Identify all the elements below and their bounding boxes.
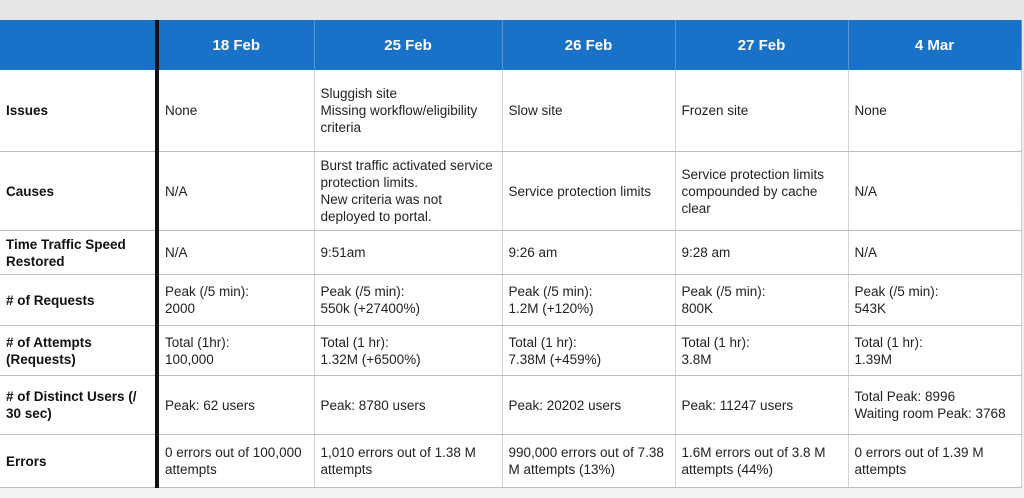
table-cell: 1,010 errors out of 1.38 M attempts bbox=[314, 435, 502, 488]
table-cell: None bbox=[157, 70, 314, 152]
header-date: 4 Mar bbox=[848, 20, 1021, 70]
header-date: 26 Feb bbox=[502, 20, 675, 70]
row-label: Time Traffic Speed Restored bbox=[0, 231, 157, 275]
header-date: 27 Feb bbox=[675, 20, 848, 70]
table-cell: Service protection limits compounded by cache clear bbox=[675, 152, 848, 231]
incident-summary-table bbox=[0, 20, 1022, 488]
table-cell: N/A bbox=[157, 231, 314, 275]
table-cell: N/A bbox=[157, 152, 314, 231]
table-cell: Total (1 hr): 1.39M bbox=[848, 326, 1021, 376]
row-label: # of Requests bbox=[0, 275, 157, 326]
table-cell: Peak: 8780 users bbox=[314, 376, 502, 435]
header-row bbox=[0, 20, 1021, 70]
table-cell: Peak (/5 min): 2000 bbox=[157, 275, 314, 326]
table-cell: Peak: 62 users bbox=[157, 376, 314, 435]
row-label: Errors bbox=[0, 435, 157, 488]
row-label: # of Distinct Users (/ 30 sec) bbox=[0, 376, 157, 435]
table-cell: N/A bbox=[848, 231, 1021, 275]
row-attempts bbox=[0, 326, 1021, 376]
table-cell: Slow site bbox=[502, 70, 675, 152]
table-cell: N/A bbox=[848, 152, 1021, 231]
table-cell: Total (1 hr): 3.8M bbox=[675, 326, 848, 376]
table-cell: Frozen site bbox=[675, 70, 848, 152]
header-date: 18 Feb bbox=[157, 20, 314, 70]
row-issues bbox=[0, 70, 1021, 152]
table-cell: Total (1 hr): 7.38M (+459%) bbox=[502, 326, 675, 376]
table-cell: 0 errors out of 1.39 M attempts bbox=[848, 435, 1021, 488]
row-label: Causes bbox=[0, 152, 157, 231]
table-cell: 990,000 errors out of 7.38 M attempts (13%) bbox=[502, 435, 675, 488]
table-cell: Total Peak: 8996 Waiting room Peak: 3768 bbox=[848, 376, 1021, 435]
row-label: Issues bbox=[0, 70, 157, 152]
table-cell: Peak (/5 min): 550k (+27400%) bbox=[314, 275, 502, 326]
table-cell: Burst traffic activated service protection limits. New criteria was not deployed to portal. bbox=[314, 152, 502, 231]
table-cell: Service protection limits bbox=[502, 152, 675, 231]
table-cell: Total (1 hr): 1.32M (+6500%) bbox=[314, 326, 502, 376]
table-cell: Peak (/5 min): 800K bbox=[675, 275, 848, 326]
table-cell: Sluggish site Missing workflow/eligibility criteria bbox=[314, 70, 502, 152]
table-cell: Total (1hr): 100,000 bbox=[157, 326, 314, 376]
table-cell: 9:51am bbox=[314, 231, 502, 275]
row-time-restored bbox=[0, 231, 1021, 275]
table-cell: 1.6M errors out of 3.8 M attempts (44%) bbox=[675, 435, 848, 488]
table-cell: Peak (/5 min): 543K bbox=[848, 275, 1021, 326]
row-label: # of Attempts (Requests) bbox=[0, 326, 157, 376]
table-cell: Peak (/5 min): 1.2M (+120%) bbox=[502, 275, 675, 326]
row-distinct-users bbox=[0, 376, 1021, 435]
table-cell: 9:26 am bbox=[502, 231, 675, 275]
table-cell: Peak: 20202 users bbox=[502, 376, 675, 435]
header-corner bbox=[0, 20, 157, 70]
header-date: 25 Feb bbox=[314, 20, 502, 70]
row-errors bbox=[0, 435, 1021, 488]
table-cell: 9:28 am bbox=[675, 231, 848, 275]
row-causes bbox=[0, 152, 1021, 231]
table-cell: Peak: 11247 users bbox=[675, 376, 848, 435]
table-cell: None bbox=[848, 70, 1021, 152]
table-cell: 0 errors out of 100,000 attempts bbox=[157, 435, 314, 488]
row-requests bbox=[0, 275, 1021, 326]
